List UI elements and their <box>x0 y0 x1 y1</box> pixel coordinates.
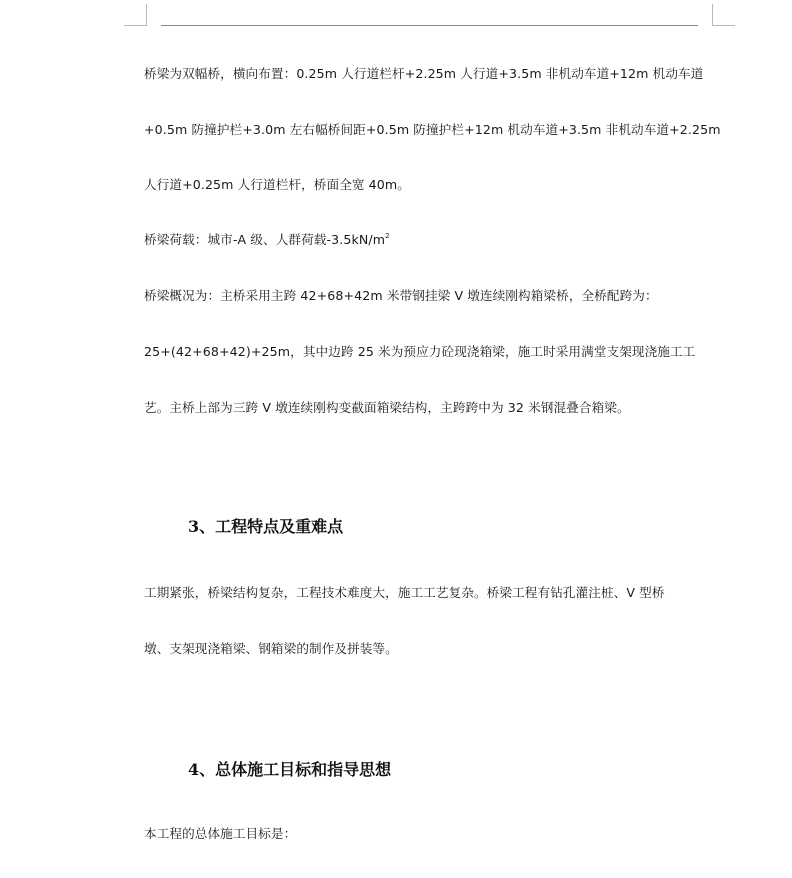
unit-superscript: 2 <box>385 232 390 240</box>
load-text: 桥梁荷载：城市-A 级、人群荷载-3.5kN/m <box>144 232 386 247</box>
paragraph-line <box>144 232 390 248</box>
header-corner-mark-left <box>146 4 147 26</box>
section-heading-4: 4、总体施工目标和指导思想 <box>188 760 392 779</box>
paragraph-line: 桥梁为双幅桥，横向布置：0.25m 人行道栏杆+2.25m 人行道+3.5m 非机动车道+12m 机动车道 <box>144 66 704 81</box>
section-heading-3: 3、工程特点及重难点 <box>188 517 344 536</box>
paragraph-line: +0.5m 防撞护栏+3.0m 左右幅桥间距+0.5m 防撞护栏+12m 机动车道+3.5m 非机动车道+2.25m <box>144 122 721 137</box>
header-corner-mark-left <box>124 25 146 26</box>
paragraph-line: 人行道+0.25m 人行道栏杆，桥面全宽 40m。 <box>144 177 410 192</box>
paragraph-line: 本工程的总体施工目标是： <box>144 826 297 841</box>
paragraph-line: 桥梁概况为：主桥采用主跨 42+68+42m 米带钢挂梁 V 墩连续刚构箱梁桥，全桥配跨为： <box>144 288 658 303</box>
header-corner-mark-right <box>712 4 713 26</box>
header-corner-mark-right <box>713 25 735 26</box>
paragraph-line: 25+(42+68+42)+25m，其中边跨 25 米为预应力砼现浇箱梁，施工时采用满堂支架现浇施工工 <box>144 344 696 359</box>
paragraph-line: 墩、支架现浇箱梁、钢箱梁的制作及拼装等。 <box>144 641 398 656</box>
paragraph-line: 工期紧张，桥梁结构复杂，工程技术难度大，施工工艺复杂。桥梁工程有钻孔灌注桩、V 型桥 <box>144 585 665 600</box>
paragraph-line: 艺。主桥上部为三跨 V 墩连续刚构变截面箱梁结构，主跨跨中为 32 米钢混叠合箱梁。 <box>144 400 630 415</box>
header-rule <box>161 25 698 26</box>
